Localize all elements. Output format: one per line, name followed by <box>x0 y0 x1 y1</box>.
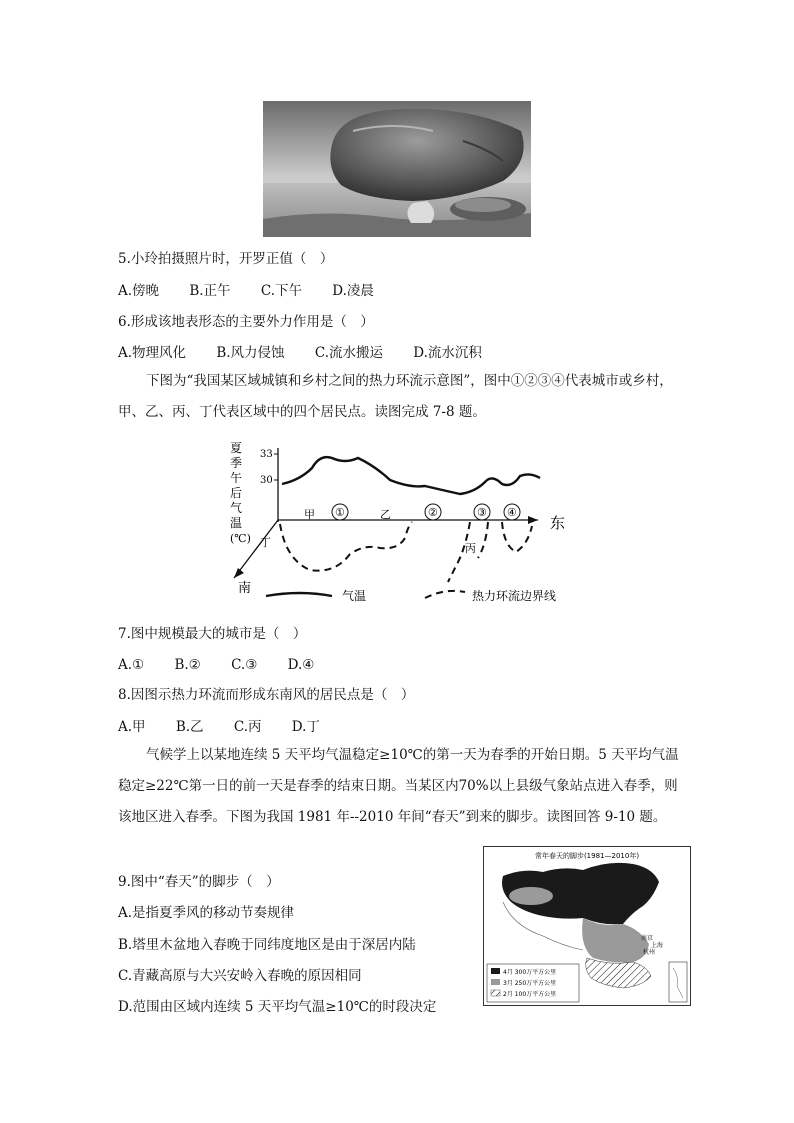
q7-options <box>118 656 340 674</box>
q9-option-a[interactable]: A.是指夏季风的移动节奏规律 <box>118 905 295 921</box>
intro-9-10: 气候学上以某地连续 5 天平均气温稳定≥10℃的第一天为春季的开始日期。5 天平均气温稳定≥22℃第一日的前一天是春季的结束日期。当某区内70%以上县级气象站点进入春季，则该地区进入春季。下图为我国 1981 年--2010 年间“春天”到来的脚步。读图回答 9-10 题。 <box>118 747 679 825</box>
point-2: ② <box>428 506 438 519</box>
q9-option-c[interactable]: C.青藏高原与大兴安岭入春晚的原因相同 <box>118 968 362 984</box>
map-legend-february: 2月 100万平方公里 <box>503 991 557 998</box>
q5-option-a[interactable]: A.傍晚 <box>118 283 160 299</box>
q6-option-d[interactable]: D.流水沉积 <box>413 345 482 361</box>
q8-option-d[interactable]: D.丁 <box>291 719 320 735</box>
q6-option-c[interactable]: C.流水搬运 <box>314 345 383 361</box>
y-label-1: 夏 <box>230 441 243 455</box>
legend-dashed-line <box>425 591 465 598</box>
q9-option-d[interactable]: D.范围由区域内连续 5 天平均气温≥10℃的时段决定 <box>118 999 437 1015</box>
q5-options <box>118 282 400 300</box>
point-4: ④ <box>507 506 517 519</box>
q7-option-a[interactable]: A.① <box>118 657 145 673</box>
q6-stem: 6.形成该地表形态的主要外力作用是（ ） <box>118 314 374 330</box>
map-city-nanjing: 南京 <box>641 935 654 942</box>
y-tick-33: 33 <box>260 449 273 460</box>
q6-option-b[interactable]: B.风力侵蚀 <box>216 345 285 361</box>
legend-solid-line <box>266 593 332 596</box>
map-region-tarim <box>509 887 553 905</box>
point-jia: 甲 <box>304 508 315 521</box>
q7-option-b[interactable]: B.② <box>174 657 201 673</box>
intro-7-8: 下图为“我国某区域城镇和乡村之间的热力环流示意图”，图中①②③④代表城市或乡村，甲、乙、丙、丁代表区域中的四个居民点。读图完成 7-8 题。 <box>118 373 673 420</box>
q8-option-a[interactable]: A.甲 <box>118 719 146 735</box>
q5-stem: 5.小玲拍摄照片时，开罗正值（ ） <box>118 251 334 267</box>
q7-option-d[interactable]: D.④ <box>287 657 315 673</box>
q8-options <box>118 718 346 736</box>
map-inset-south-sea <box>669 962 687 1002</box>
circulation-boundary-right <box>502 522 532 552</box>
map-legend-april: 4月 300万平方公里 <box>503 969 557 976</box>
circulation-boundary-mid2 <box>478 522 488 558</box>
map-city-shanghai: 上海 <box>651 942 664 949</box>
q5-option-b[interactable]: B.正午 <box>189 283 231 299</box>
legend-dashed-label: 热力环流边界线 <box>472 589 557 603</box>
q8-option-c[interactable]: C.丙 <box>233 719 262 735</box>
q6-option-a[interactable]: A.物理风化 <box>118 345 187 361</box>
point-ding: 丁 <box>260 536 271 549</box>
map-city-hangzhou: 杭州 <box>643 949 656 956</box>
y-label-4: 后 <box>230 486 243 500</box>
q7-stem: 7.图中规模最大的城市是（ ） <box>118 626 307 642</box>
axis-south-label: 南 <box>238 581 252 596</box>
thermal-circulation-figure <box>220 440 580 610</box>
circulation-boundary-left <box>280 522 412 571</box>
axis-east-label: 东 <box>550 514 566 532</box>
point-yi: 乙 <box>380 508 391 521</box>
legend-solid-label: 气温 <box>342 589 367 603</box>
y-label-7: (℃) <box>230 532 251 545</box>
temperature-curve <box>282 457 540 494</box>
q8-stem: 8.因图示热力环流而形成东南风的居民点是（ ） <box>118 687 415 703</box>
spring-arrival-map <box>483 846 691 1006</box>
point-1: ① <box>335 506 345 519</box>
q9-option-b[interactable]: B.塔里木盆地入春晚于同纬度地区是由于深居内陆 <box>118 937 416 953</box>
map-legend-march: 3月 250万平方公里 <box>503 980 557 987</box>
y-label-5: 气 <box>230 501 243 515</box>
map-title: 常年春天的脚步(1981—2010年) <box>534 852 640 860</box>
q7-option-c[interactable]: C.③ <box>231 657 258 673</box>
y-label-6: 温 <box>230 516 243 530</box>
q5-option-c[interactable]: C.下午 <box>260 283 302 299</box>
mushroom-rock-photo <box>263 101 531 237</box>
y-tick-30: 30 <box>260 475 273 486</box>
q6-options <box>118 344 508 362</box>
y-label-2: 季 <box>230 456 243 470</box>
point-bing: 丙 <box>465 542 476 555</box>
y-label-3: 午 <box>230 471 243 485</box>
point-3: ③ <box>477 506 487 519</box>
q8-option-b[interactable]: B.乙 <box>175 719 204 735</box>
q9-stem: 9.图中“春天”的脚步（ ） <box>118 874 280 890</box>
q5-option-d[interactable]: D.凌晨 <box>332 283 374 299</box>
